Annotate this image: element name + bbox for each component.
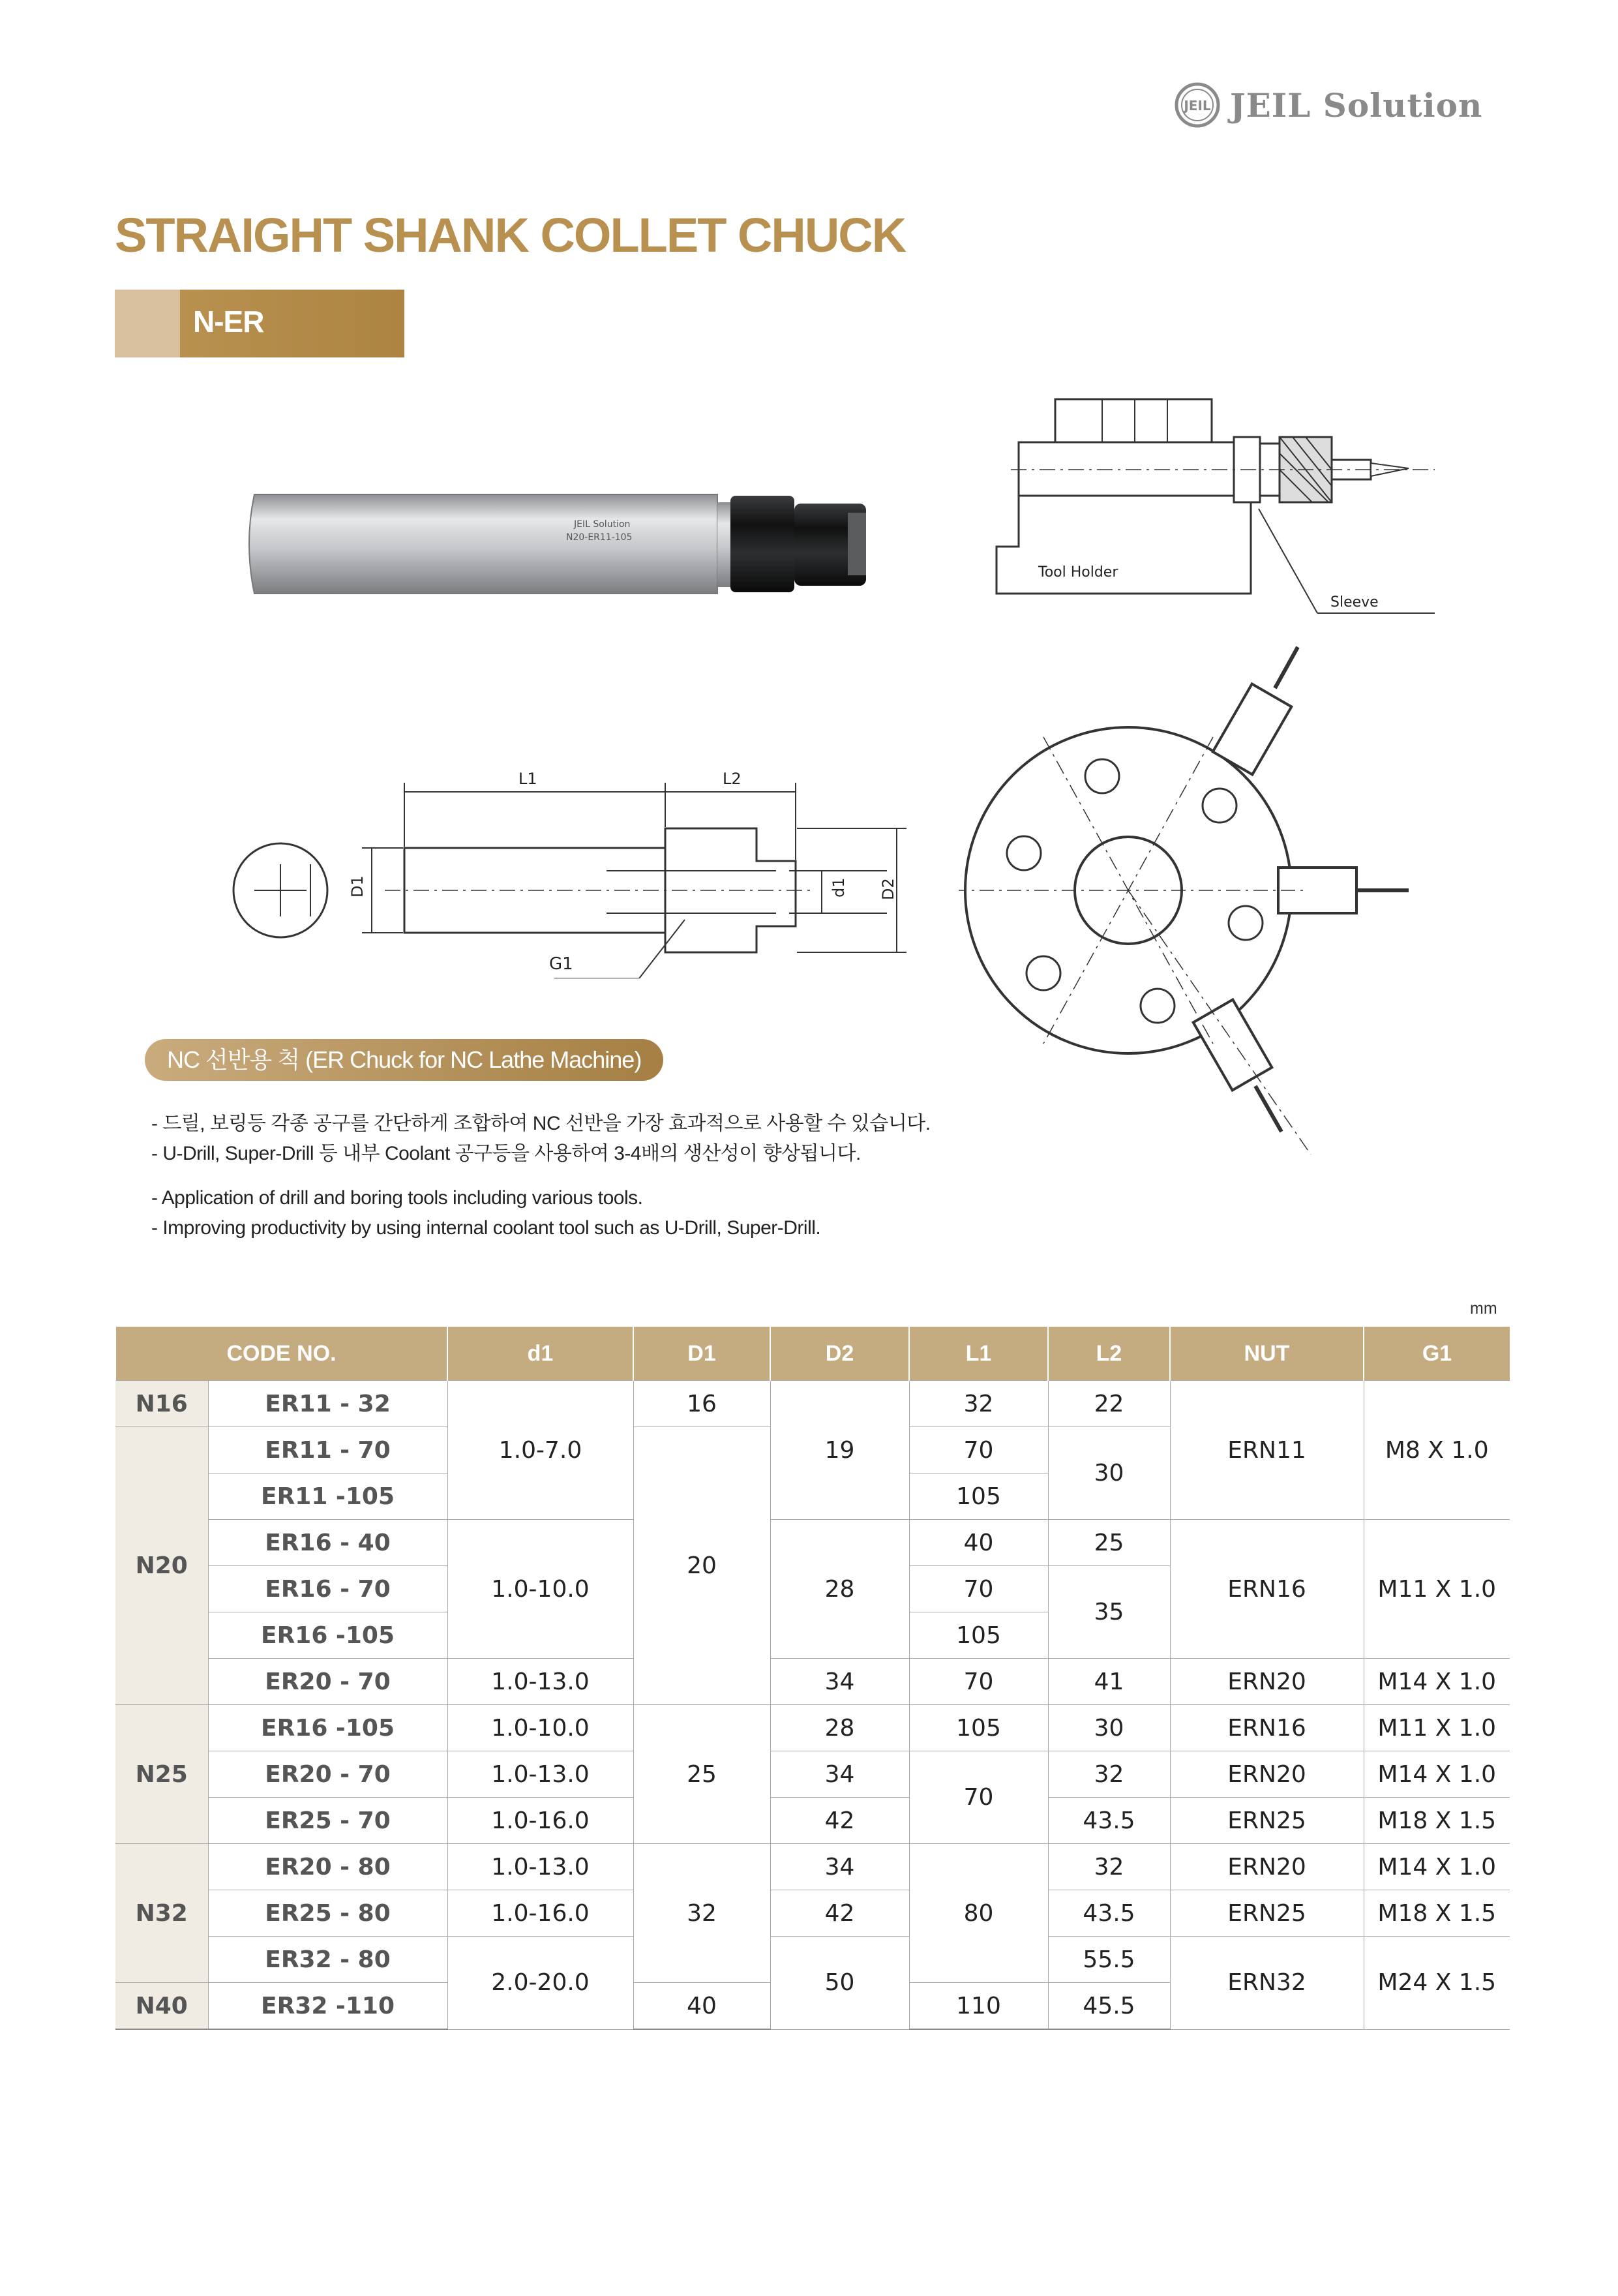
bullet-en-1: - Application of drill and boring tools including various tools. bbox=[151, 1187, 643, 1209]
header-D2: D2 bbox=[770, 1327, 909, 1381]
d1-cell: 1.0-13.0 bbox=[447, 1751, 633, 1798]
dim-label-G1: G1 bbox=[549, 954, 573, 974]
D2-cell: 19 bbox=[770, 1381, 909, 1520]
header-code: CODE NO. bbox=[115, 1327, 447, 1381]
G1-cell: M18 X 1.5 bbox=[1364, 1890, 1510, 1937]
L1-cell: 70 bbox=[909, 1751, 1048, 1844]
L1-cell: 32 bbox=[909, 1381, 1048, 1427]
dim-label-D1: D1 bbox=[348, 875, 367, 898]
code-cell: ER32 -110 bbox=[208, 1983, 447, 2030]
dim-label-D2: D2 bbox=[879, 878, 897, 900]
turret-front-view bbox=[959, 646, 1428, 1181]
dim-label-L2: L2 bbox=[723, 770, 742, 788]
nut-cell: ERN20 bbox=[1170, 1844, 1364, 1890]
header-L1: L1 bbox=[909, 1327, 1048, 1381]
brand-logo bbox=[1174, 77, 1513, 133]
L1-cell: 105 bbox=[909, 1473, 1048, 1520]
group-cell: N40 bbox=[115, 1983, 208, 2030]
table-row bbox=[115, 1798, 1510, 1844]
header-d1: d1 bbox=[447, 1327, 633, 1381]
sleeve-label: Sleeve bbox=[1330, 594, 1379, 611]
table-row bbox=[115, 1520, 1510, 1566]
header-D1: D1 bbox=[633, 1327, 770, 1381]
table-row bbox=[115, 1751, 1510, 1798]
L2-cell: 43.5 bbox=[1048, 1798, 1170, 1844]
G1-cell: M8 X 1.0 bbox=[1364, 1381, 1510, 1520]
table-row bbox=[115, 1937, 1510, 1983]
G1-cell: M11 X 1.0 bbox=[1364, 1520, 1510, 1659]
L2-cell: 25 bbox=[1048, 1520, 1170, 1566]
code-cell: ER25 - 70 bbox=[208, 1798, 447, 1844]
L1-cell: 70 bbox=[909, 1566, 1048, 1612]
D2-cell: 34 bbox=[770, 1659, 909, 1705]
D2-cell: 42 bbox=[770, 1798, 909, 1844]
L1-cell: 105 bbox=[909, 1612, 1048, 1659]
header-G1: G1 bbox=[1364, 1327, 1510, 1381]
G1-cell: M18 X 1.5 bbox=[1364, 1798, 1510, 1844]
D1-cell: 16 bbox=[633, 1381, 770, 1427]
table-row bbox=[115, 1705, 1510, 1751]
bullet-en-2: - Improving productivity by using internal coolant tool such as U-Drill, Super-Drill. bbox=[151, 1217, 821, 1239]
table-row bbox=[115, 1381, 1510, 1427]
L1-cell: 105 bbox=[909, 1705, 1048, 1751]
code-cell: ER11 -105 bbox=[208, 1473, 447, 1520]
nut-cell: ERN25 bbox=[1170, 1890, 1364, 1937]
table-row bbox=[115, 1890, 1510, 1937]
code-cell: ER32 - 80 bbox=[208, 1937, 447, 1983]
table-header-row bbox=[115, 1327, 1510, 1381]
group-cell: N20 bbox=[115, 1427, 208, 1705]
series-tag bbox=[115, 290, 404, 357]
nut-cell: ERN20 bbox=[1170, 1751, 1364, 1798]
L2-cell: 30 bbox=[1048, 1705, 1170, 1751]
table-row bbox=[115, 1659, 1510, 1705]
mount-diagram bbox=[978, 391, 1454, 620]
D2-cell: 42 bbox=[770, 1890, 909, 1937]
D1-cell: 20 bbox=[633, 1427, 770, 1705]
tool-holder-label: Tool Holder bbox=[1038, 564, 1118, 581]
brand-name: JEIL Solution bbox=[1230, 85, 1483, 125]
dim-label-L1: L1 bbox=[518, 770, 537, 788]
code-cell: ER20 - 70 bbox=[208, 1751, 447, 1798]
nut-cell: ERN11 bbox=[1170, 1381, 1364, 1520]
L1-cell: 80 bbox=[909, 1844, 1048, 1983]
L1-cell: 70 bbox=[909, 1659, 1048, 1705]
D1-cell: 25 bbox=[633, 1705, 770, 1844]
code-cell: ER20 - 80 bbox=[208, 1844, 447, 1890]
G1-cell: M11 X 1.0 bbox=[1364, 1705, 1510, 1751]
d1-cell: 1.0-10.0 bbox=[447, 1705, 633, 1751]
L2-cell: 30 bbox=[1048, 1427, 1170, 1520]
section-label: NC 선반용 척 (ER Chuck for NC Lathe Machine) bbox=[145, 1039, 663, 1081]
G1-cell: M24 X 1.5 bbox=[1364, 1937, 1510, 2030]
L2-cell: 45.5 bbox=[1048, 1983, 1170, 2030]
G1-cell: M14 X 1.0 bbox=[1364, 1844, 1510, 1890]
nut-cell: ERN16 bbox=[1170, 1705, 1364, 1751]
d1-cell: 1.0-10.0 bbox=[447, 1520, 633, 1659]
nut-cell: ERN16 bbox=[1170, 1520, 1364, 1659]
series-label: N-ER bbox=[193, 305, 264, 339]
code-cell: ER16 -105 bbox=[208, 1612, 447, 1659]
D1-cell: 32 bbox=[633, 1844, 770, 1983]
L1-cell: 110 bbox=[909, 1983, 1048, 2030]
code-cell: ER16 - 40 bbox=[208, 1520, 447, 1566]
svg-text:JEIL: JEIL bbox=[1184, 98, 1211, 113]
d1-cell: 1.0-16.0 bbox=[447, 1890, 633, 1937]
product-photo bbox=[241, 483, 867, 613]
group-cell: N25 bbox=[115, 1705, 208, 1844]
header-nut: NUT bbox=[1170, 1327, 1364, 1381]
D1-cell: 40 bbox=[633, 1983, 770, 2030]
L1-cell: 40 bbox=[909, 1520, 1048, 1566]
header-L2: L2 bbox=[1048, 1327, 1170, 1381]
bullet-ko-1: - 드릴, 보링등 각종 공구를 간단하게 조합하여 NC 선반을 가장 효과적으로 사용할 수 있습니다. bbox=[151, 1113, 931, 1134]
d1-cell: 2.0-20.0 bbox=[447, 1937, 633, 2030]
unit-label: mm bbox=[1470, 1299, 1497, 1318]
code-cell: ER25 - 80 bbox=[208, 1890, 447, 1937]
bullet-ko-2: - U-Drill, Super-Drill 등 내부 Coolant 공구등을 사용하여 3-4배의 생산성이 향상됩니다. bbox=[151, 1143, 861, 1164]
group-cell: N32 bbox=[115, 1844, 208, 1983]
d1-cell: 1.0-7.0 bbox=[447, 1381, 633, 1520]
spec-table bbox=[115, 1327, 1510, 2030]
d1-cell: 1.0-16.0 bbox=[447, 1798, 633, 1844]
table-row bbox=[115, 1844, 1510, 1890]
photo-engraving-brand: JEIL Solution bbox=[574, 519, 631, 530]
L1-cell: 70 bbox=[909, 1427, 1048, 1473]
d1-cell: 1.0-13.0 bbox=[447, 1659, 633, 1705]
L2-cell: 22 bbox=[1048, 1381, 1170, 1427]
L2-cell: 32 bbox=[1048, 1844, 1170, 1890]
D2-cell: 28 bbox=[770, 1705, 909, 1751]
code-cell: ER11 - 70 bbox=[208, 1427, 447, 1473]
nut-cell: ERN20 bbox=[1170, 1659, 1364, 1705]
nut-cell: ERN32 bbox=[1170, 1937, 1364, 2030]
group-cell: N16 bbox=[115, 1381, 208, 1427]
logo-emblem-icon bbox=[1174, 82, 1221, 128]
description-bullets bbox=[151, 1109, 931, 1243]
G1-cell: M14 X 1.0 bbox=[1364, 1659, 1510, 1705]
L2-cell: 32 bbox=[1048, 1751, 1170, 1798]
code-cell: ER16 -105 bbox=[208, 1705, 447, 1751]
D2-cell: 50 bbox=[770, 1937, 909, 2030]
code-cell: ER20 - 70 bbox=[208, 1659, 447, 1705]
code-cell: ER11 - 32 bbox=[208, 1381, 447, 1427]
G1-cell: M14 X 1.0 bbox=[1364, 1751, 1510, 1798]
L2-cell: 43.5 bbox=[1048, 1890, 1170, 1937]
page-title: STRAIGHT SHANK COLLET CHUCK bbox=[115, 208, 906, 262]
d1-cell: 1.0-13.0 bbox=[447, 1844, 633, 1890]
D2-cell: 34 bbox=[770, 1844, 909, 1890]
L2-cell: 35 bbox=[1048, 1566, 1170, 1659]
photo-engraving-code: N20-ER11-105 bbox=[566, 532, 633, 543]
L2-cell: 55.5 bbox=[1048, 1937, 1170, 1983]
dim-label-d1: d1 bbox=[830, 877, 848, 898]
D2-cell: 28 bbox=[770, 1520, 909, 1659]
L2-cell: 41 bbox=[1048, 1659, 1170, 1705]
D2-cell: 34 bbox=[770, 1751, 909, 1798]
dimension-drawing bbox=[215, 744, 952, 978]
code-cell: ER16 - 70 bbox=[208, 1566, 447, 1612]
nut-cell: ERN25 bbox=[1170, 1798, 1364, 1844]
